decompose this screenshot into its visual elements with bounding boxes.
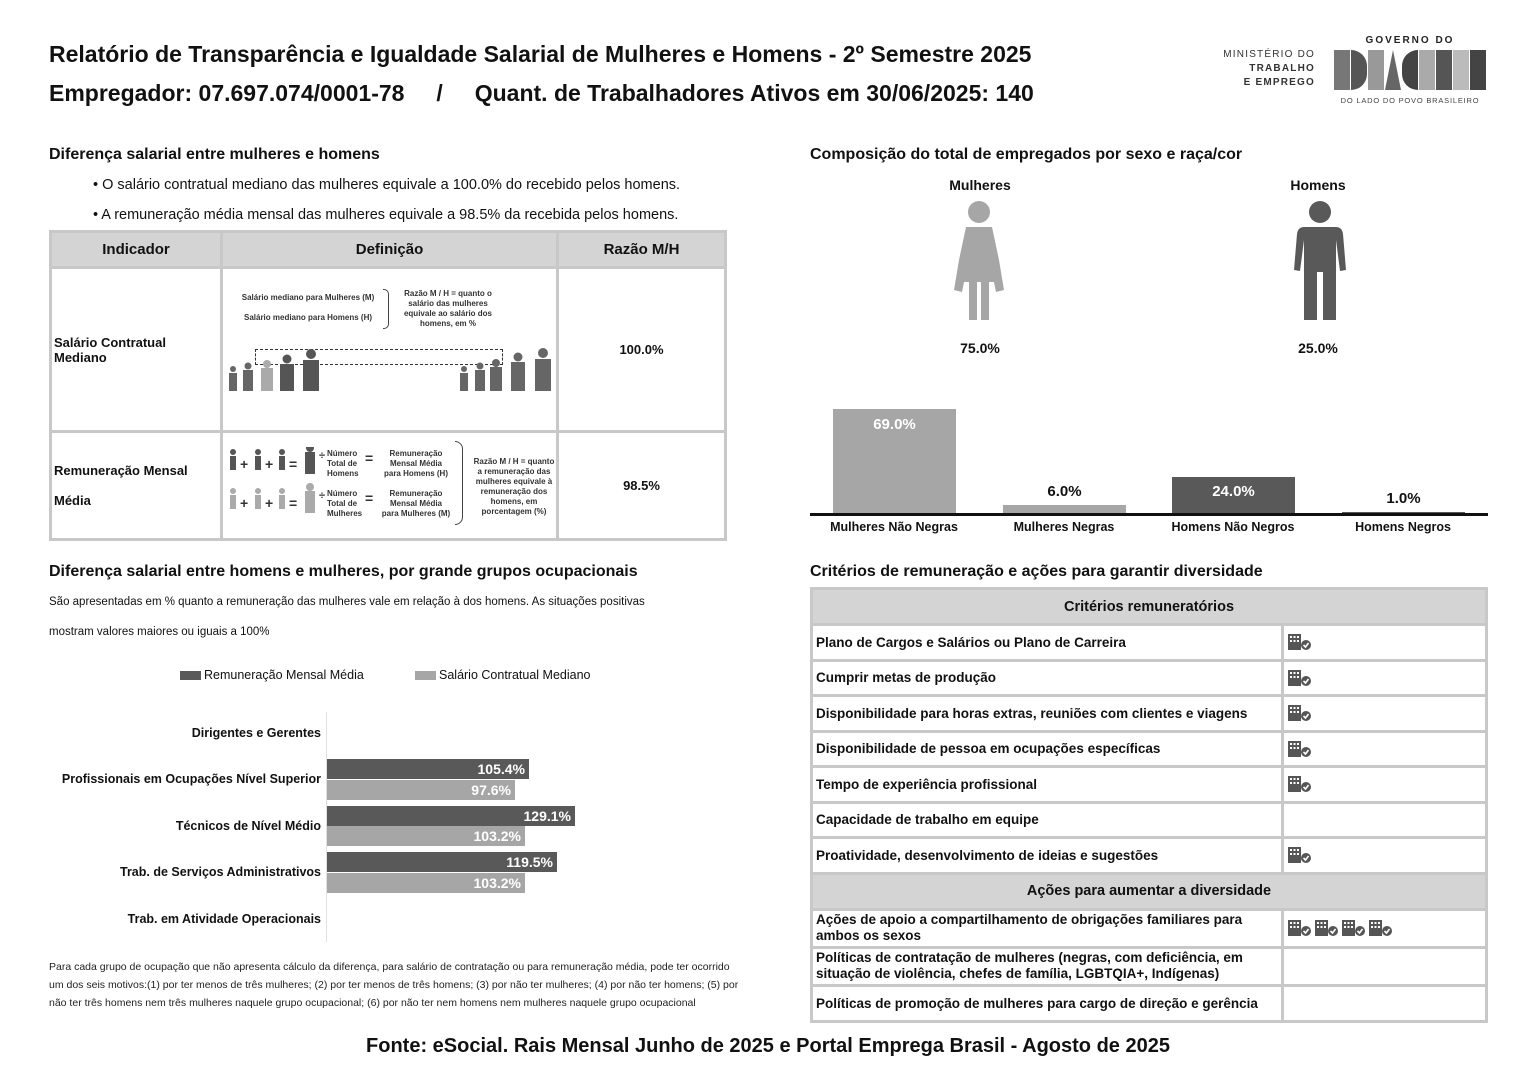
- men-pct: 25.0%: [1298, 340, 1338, 356]
- svg-text:=: =: [289, 455, 298, 472]
- brasil-wordmark-icon: [1334, 50, 1486, 90]
- indicator-average-line2: Média: [54, 492, 91, 508]
- occupational-title: Diferença salarial entre homens e mulheres, por grande grupos ocupacionais: [49, 563, 638, 580]
- criteria-label: Cumprir metas de produção: [812, 660, 1283, 696]
- company-check-icon: [1287, 669, 1314, 687]
- category-label: Profissionais em Ocupações Nível Superior: [61, 772, 321, 786]
- bullet-median: • O salário contratual mediano das mulheres equivale a 100.0% do recebido pelos homens.: [93, 177, 681, 193]
- criteria-section-header: Critérios remuneratórios: [812, 589, 1487, 625]
- criteria-icons: [1282, 696, 1486, 732]
- def-explain-median: Razão M / H = quanto o salário das mulheres equivale ao salário dos homens, em %: [403, 288, 493, 328]
- category-label: Trab. em Atividade Operacionais: [127, 912, 321, 926]
- label-line: situação de violência, chefes de família, LGBTQIA+, Indígenas): [816, 966, 1220, 981]
- category-label: Homens Negros: [1355, 520, 1451, 534]
- diversity-icons: [1282, 947, 1486, 985]
- svg-text:+: +: [265, 455, 274, 472]
- num-homens: Número Total de Homens: [327, 448, 359, 478]
- bar-sal-superior: 97.6%: [327, 780, 515, 800]
- brace-icon: [455, 441, 463, 525]
- divide-icon: ÷: [319, 449, 326, 462]
- criteria-table: [810, 587, 1488, 1023]
- divide-icon: ÷: [319, 489, 326, 502]
- table-row: [51, 432, 726, 540]
- table-row: [812, 731, 1487, 767]
- table-row: [812, 838, 1487, 874]
- occupational-desc-1: São apresentadas em % quanto a remuneração das mulheres vale em relação à dos homens. As situações positivas: [49, 596, 645, 608]
- composition-bar-chart: [810, 370, 1488, 514]
- company-check-icon: [1287, 775, 1314, 793]
- brace-icon: [383, 289, 389, 329]
- governo-tagline: DO LADO DO POVO BRASILEIRO: [1340, 96, 1480, 105]
- employer-info: Empregador: 07.697.074/0001-78 / Quant. de Trabalhadores Ativos em 30/06/2025: 140: [49, 80, 1034, 106]
- bar-rem-superior: 105.4%: [327, 759, 529, 779]
- label-line: ambos os sexos: [816, 928, 922, 943]
- diversity-section-header: Ações para aumentar a diversidade: [812, 873, 1487, 909]
- diversity-label: Políticas de promoção de mulheres para cargo de direção e gerência: [812, 985, 1283, 1021]
- legend-label: Salário Contratual Mediano: [439, 668, 591, 682]
- indicator-average-line1: Remuneração Mensal: [54, 462, 188, 478]
- legend-rem: [180, 668, 364, 682]
- criteria-title: Critérios de remuneração e ações para garantir diversidade: [810, 563, 1263, 580]
- ministerio-line-1: MINISTÉRIO DO: [1223, 49, 1315, 60]
- indicator-average: [51, 432, 222, 540]
- legend-swatch-light: [415, 671, 436, 680]
- plus-icon: +: [240, 455, 249, 472]
- criteria-label: Disponibilidade de pessoa em ocupações específicas: [812, 731, 1283, 767]
- diversity-label: [812, 909, 1283, 947]
- table-row: [812, 985, 1487, 1021]
- table-row: [812, 802, 1487, 838]
- diversity-label: [812, 947, 1283, 985]
- company-check-icon: [1287, 740, 1314, 758]
- table-row: [812, 909, 1487, 947]
- indicator-table: [49, 230, 727, 541]
- svg-text:+: +: [265, 494, 274, 511]
- def-explain-average: Razão M / H = quanto a remuneração das mulheres equivale à remuneração dos homens, em porcentagem (%): [473, 456, 555, 516]
- rem-homens: Remuneração Mensal Média para Homens (H): [383, 448, 448, 478]
- ratio-average: 98.5%: [558, 432, 726, 540]
- people-figures-icon: [223, 339, 563, 399]
- occupational-desc-2: mostram valores maiores ou iguais a 100%: [49, 626, 270, 638]
- col-indicador: Indicador: [51, 232, 222, 268]
- composition-title: Composição do total de empregados por sexo e raça/cor: [810, 146, 1243, 163]
- company-check-icon: [1287, 633, 1314, 651]
- table-row: [812, 947, 1487, 985]
- bar-value: 6.0%: [1047, 483, 1082, 500]
- category-label: Técnicos de Nível Médio: [175, 819, 321, 833]
- category-label: Mulheres Não Negras: [830, 520, 958, 534]
- sum-figures-icon: [225, 447, 325, 527]
- ratio-median: 100.0%: [558, 268, 726, 432]
- legend-label: Remuneração Mensal Média: [204, 668, 364, 682]
- col-razao: Razão M/H: [558, 232, 726, 268]
- criteria-label: Tempo de experiência profissional: [812, 767, 1283, 803]
- criteria-icons: [1282, 625, 1486, 661]
- bar-value: 69.0%: [873, 416, 916, 433]
- company-check-icon: [1287, 919, 1314, 937]
- source-footer: Fonte: eSocial. Rais Mensal Junho de 2025 e Portal Emprega Brasil - Agosto de 2025: [366, 1035, 1170, 1057]
- report-title: Relatório de Transparência e Igualdade Salarial de Mulheres e Homens - 2º Semestre 2025: [49, 41, 1032, 67]
- company-check-icon: [1287, 704, 1314, 722]
- table-row: [812, 767, 1487, 803]
- company-check-icon: [1287, 846, 1314, 864]
- label-line: Ações de apoio a compartilhamento de obrigações familiares para: [816, 912, 1243, 927]
- criteria-icons: [1282, 660, 1486, 696]
- criteria-icons: [1282, 767, 1486, 803]
- occupational-note: Para cada grupo de ocupação que não apresenta cálculo da diferença, para salário de contratação ou para remuneração média, pode ter ocorrido um dos seis motivos:(1) por ter menos de três mulheres; (2) por ter menos de três homens; (3) por não ter mulheres; (4) por não ter homens; (5) por não ter três homens nem três mulheres naquele grupo ocupacional; (6) por não ter nem homens nem mulheres naquele grupo ocupacional: [49, 961, 739, 1009]
- bar-rem-administrativos: 119.5%: [327, 852, 557, 872]
- diversity-icons: [1282, 985, 1486, 1021]
- company-check-icon: [1341, 919, 1368, 937]
- criteria-label: Capacidade de trabalho em equipe: [812, 802, 1283, 838]
- criteria-icons: [1282, 731, 1486, 767]
- equals-icon: =: [365, 449, 374, 466]
- bar-value: 24.0%: [1212, 483, 1255, 500]
- svg-text:=: =: [289, 494, 298, 511]
- criteria-icons: [1282, 838, 1486, 874]
- governo-brasil-logo: [1330, 35, 1490, 105]
- category-label: Homens Não Negros: [1171, 520, 1295, 534]
- ministerio-logo: [1210, 48, 1315, 90]
- woman-icon: [948, 200, 1010, 322]
- definition-median: [222, 268, 558, 432]
- bar-sal-administrativos: 103.2%: [327, 873, 525, 893]
- bar-value: 1.0%: [1386, 490, 1421, 507]
- def-line-h: Salário mediano para Homens (H): [243, 312, 373, 322]
- table-row: [51, 268, 726, 432]
- def-line-m: Salário mediano para Mulheres (M): [241, 292, 375, 302]
- ministerio-line-3: E EMPREGO: [1243, 77, 1315, 88]
- governo-top-text: GOVERNO DO: [1365, 35, 1455, 46]
- category-label: Mulheres Negras: [1013, 520, 1115, 534]
- svg-text:+: +: [240, 494, 249, 511]
- bar-sal-tecnicos: 103.2%: [327, 826, 525, 846]
- company-check-icon: [1314, 919, 1341, 937]
- table-row: [812, 696, 1487, 732]
- table-row: [812, 660, 1487, 696]
- label-line: Políticas de contratação de mulheres (negras, com deficiência, em: [816, 950, 1243, 965]
- bullet-average: • A remuneração média mensal das mulheres equivale a 98.5% da recebida pelos homens.: [93, 207, 679, 223]
- criteria-icons: [1282, 802, 1486, 838]
- men-label: Homens: [1290, 177, 1346, 193]
- col-definicao: Definição: [222, 232, 558, 268]
- criteria-label: Disponibilidade para horas extras, reuniões com clientes e viagens: [812, 696, 1283, 732]
- women-label: Mulheres: [949, 177, 1011, 193]
- indicator-median: Salário Contratual Mediano: [51, 268, 222, 432]
- bar-rem-tecnicos: 129.1%: [327, 806, 575, 826]
- table-row: [812, 625, 1487, 661]
- equals-icon: =: [365, 489, 374, 506]
- man-icon: [1290, 200, 1350, 322]
- legend-swatch-dark: [180, 671, 201, 680]
- x-axis-line: [810, 513, 1488, 516]
- ministerio-line-2: TRABALHO: [1249, 63, 1315, 74]
- category-label: Trab. de Serviços Administrativos: [120, 865, 321, 879]
- num-mulheres: Número Total de Mulheres: [327, 488, 363, 518]
- legend-sal: [415, 668, 590, 682]
- diversity-icons: [1282, 909, 1486, 947]
- women-pct: 75.0%: [960, 340, 1000, 356]
- company-check-icon: [1368, 919, 1395, 937]
- criteria-label: Proatividade, desenvolvimento de ideias e sugestões: [812, 838, 1283, 874]
- category-label: Dirigentes e Gerentes: [191, 726, 321, 740]
- rem-mulheres: Remuneração Mensal Média para Mulheres (M): [381, 488, 451, 518]
- definition-average: [222, 432, 558, 540]
- criteria-label: Plano de Cargos e Salários ou Plano de Carreira: [812, 625, 1283, 661]
- salary-diff-title: Diferença salarial entre mulheres e homens: [49, 146, 380, 163]
